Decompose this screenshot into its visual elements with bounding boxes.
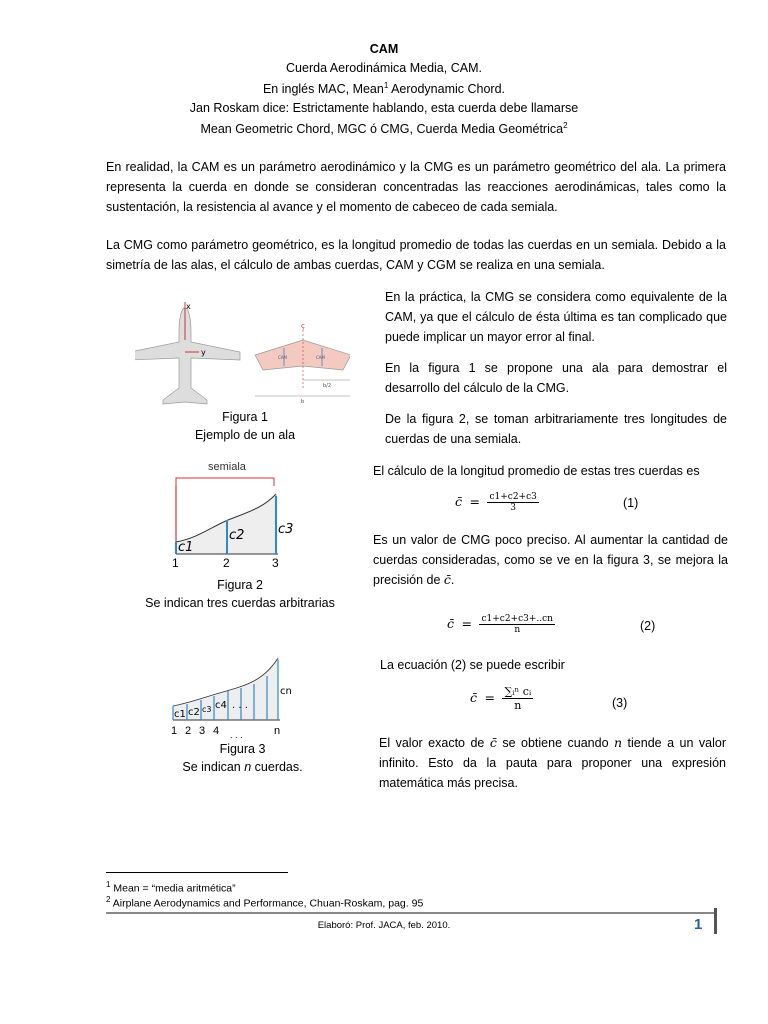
figure-2-subtitle: Se indican tres cuerdas arbitrarias (145, 596, 335, 610)
tick-3-dots: . . . (230, 730, 243, 740)
airplane-top-view (135, 308, 240, 404)
tick-3: 3 (272, 556, 279, 570)
x-axis-label: x (186, 302, 191, 311)
title-line-3: En inglés MAC, Mean$^1$ Aerodynamic Chord. (262, 81, 506, 97)
right-paragraph-7: El valor exacto de c̄ se obtiene cuando n tiende a un valor infinito. Esto da la pauta para proponer una expresión matemática más precisa. (379, 735, 726, 790)
title-line-4: Jan Roskam dice: Estrictamente hablando, esta cuerda debe llamarse (189, 100, 579, 115)
heading: CAM (369, 42, 399, 56)
tick-1: 1 (172, 556, 179, 570)
equation-2: c̄ = $\frac{c1+c2+c3+..cn}{n}$ (447, 614, 553, 635)
equation-3: c̄ = $\frac{\text{∑ᵢⁿ cᵢ}}{n}$ (470, 685, 532, 712)
label-3-c2: c2 (188, 707, 200, 718)
centerline-label: ç (301, 322, 305, 330)
tick-3-3: 3 (199, 725, 206, 737)
right-paragraph-5: Es un valor de CMG poco preciso. Al aumentar la cantidad de cuerdas consideradas, como se ve en la figura 3, se mejora la precisión de c̄. (373, 533, 728, 587)
label-3-dots: . . . (232, 700, 248, 711)
figure-1-caption (135, 408, 355, 444)
label-c1: c1 (178, 540, 194, 555)
half-span-label: b/2 (323, 383, 332, 389)
wing-planform (255, 340, 350, 370)
figure-1-title: Figura 1 (222, 410, 268, 424)
equation-1-label: (1) (623, 496, 639, 510)
paragraph-2: La CMG como parámetro geométrico, es la longitud promedio de todas las cuerdas en un semiala. Debido a la simetría de las alas, el cálculo de ambas cuerdas, CAM y CGM se realiza en una semiala. (106, 238, 726, 272)
right-paragraph-3: De la figura 2, se toman arbitrariamente tres longitudes de cuerdas de una semiala. (385, 412, 727, 446)
figure-3-subtitle: Se indican n cuerdas. (182, 760, 303, 774)
equation-3-label: (3) (612, 696, 628, 710)
figure-3-caption (135, 740, 350, 776)
right-paragraph-1: En la práctica, la CMG se considera como equivalente de la CAM, ya que el cálculo de ésta última es tan complicado que puede implicar un mayor error al final. (385, 290, 727, 344)
title-block (0, 40, 768, 139)
figure-3-n-chords-diagram (168, 654, 298, 740)
equation-2-label: (2) (640, 619, 656, 633)
figure-2-caption (135, 576, 345, 612)
footnote-rule (106, 872, 288, 873)
y-axis-label: y (201, 348, 206, 357)
figure-2-chords-diagram (168, 458, 308, 570)
right-paragraph-2: En la figura 1 se propone una ala para demostrar el desarrollo del cálculo de la CMG. (385, 361, 727, 395)
equation-1: c̄ = $\frac{c1+c2+c3}{3}$ (455, 492, 537, 513)
figure-2-title: Figura 2 (217, 578, 263, 592)
cam-label-right: CAM (316, 355, 325, 360)
title-line-2: Cuerda Aerodinámica Media, CAM. (286, 60, 482, 75)
span-label: b (301, 399, 305, 405)
label-3-c3: c3 (202, 705, 212, 714)
label-3-cn: cn (280, 686, 292, 697)
title-line-5: Mean Geometric Chord, MGC ó CMG, Cuerda Media Geométrica$^2$ (200, 121, 568, 137)
tick-3-2: 2 (185, 725, 192, 737)
footnote-2: $^2$ Airplane Aerodynamics and Performance, Chuan-Roskam, pag. 95 (106, 895, 424, 910)
label-3-c1: c1 (174, 709, 186, 720)
semiala-label: semiala (208, 461, 246, 473)
tick-3-n: n (274, 725, 281, 737)
label-3-c4: c4 (215, 700, 227, 711)
label-c3: c3 (278, 522, 294, 537)
semiala-bracket (176, 478, 274, 486)
footer-author: Elaboró: Prof. JACA, feb. 2010. (317, 920, 451, 931)
footer-rule (106, 912, 714, 914)
right-paragraph-4: El cálculo de la longitud promedio de estas tres cuerdas es (373, 464, 700, 478)
label-c2: c2 (229, 528, 245, 543)
footnote-1: $^1$ Mean = “media aritmética” (106, 880, 236, 895)
page-number: 1 (694, 916, 703, 933)
paragraph-1: En realidad, la CAM es un parámetro aerodinámico y la CMG es un parámetro geométrico del ala. La primera representa la cuerda en donde se consideran concentradas las reacciones aerodinámicas, tales como la sustentación, la resistencia al avance y el momento de cabeceo de cada semiala. (106, 160, 726, 214)
figure-3-title: Figura 3 (219, 742, 266, 756)
cam-label-left: CAM (278, 355, 287, 360)
tick-3-1: 1 (171, 725, 178, 737)
tick-3-4: 4 (213, 725, 220, 737)
right-paragraph-6: La ecuación (2) se puede escribir (380, 658, 565, 672)
figure-1-wing-diagram (135, 300, 350, 412)
figure-1-subtitle: Ejemplo de un ala (194, 428, 296, 442)
tick-2: 2 (223, 556, 230, 570)
